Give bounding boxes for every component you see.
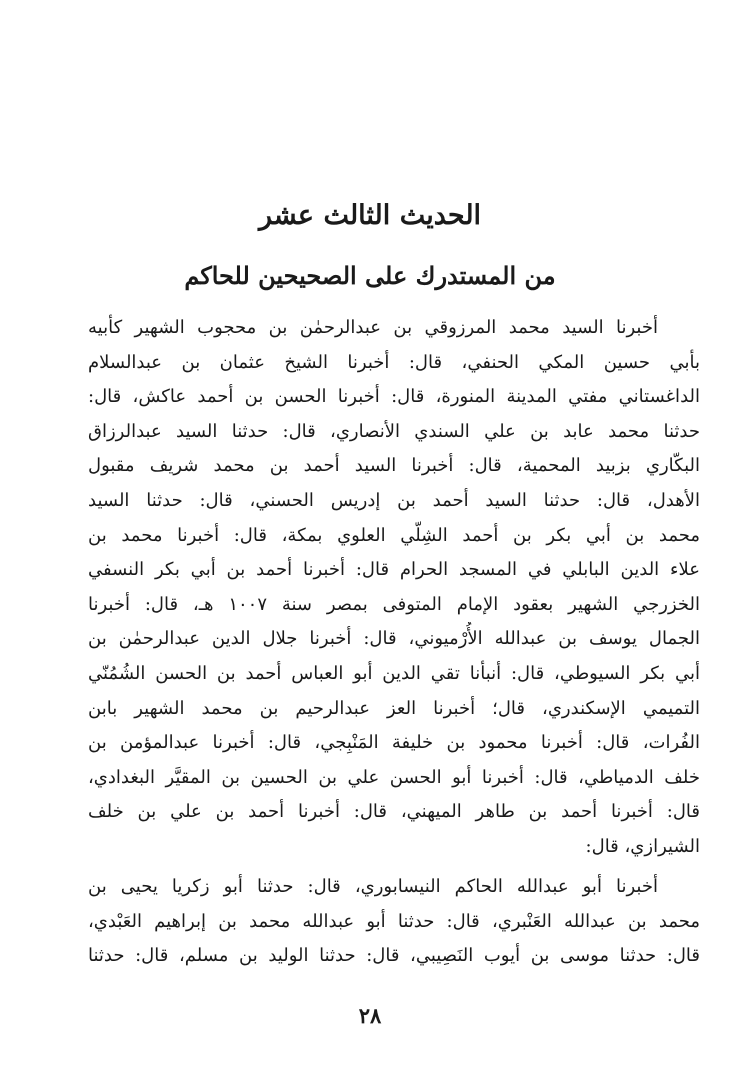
text-line: البكّاري بزبيد المحمية، قال: أخبرنا السيد أحمد بن محمد شريف مقبول — [88, 455, 700, 477]
text-line: الداغستاني مفتي المدينة المنورة، قال: أخبرنا الحسن بن أحمد عاكش، قال: — [88, 386, 700, 408]
page-number: ٢٨ — [358, 1003, 382, 1028]
text-line: قال: أخبرنا أحمد بن طاهر الميهني، قال: أخبرنا أحمد بن علي بن خلف — [88, 801, 700, 823]
text-line: بأبي حسين المكي الحنفي، قال: أخبرنا الشيخ عثمان بن عبدالسلام — [88, 351, 700, 373]
text-line: خلف الدمياطي، قال: أخبرنا أبو الحسن علي بن الحسين بن المقيَّر البغدادي، — [88, 766, 700, 788]
text-line: الخزرجي الشهير بعقود الإمام المتوفى بمصر سنة ١٠٠٧ هـ، قال: أخبرنا — [88, 593, 700, 615]
text-line: أبي بكر السيوطي، قال: أنبأنا تقي الدين أبو العباس أحمد بن الحسن الشُمُنّي — [88, 662, 700, 684]
text-line: الجمال يوسف بن عبدالله الأُرْميوني، قال: أخبرنا جلال الدين عبدالرحمٰن بن — [88, 628, 700, 650]
text-line: أخبرنا السيد محمد المرزوقي بن عبدالرحمٰن بن محجوب الشهير كأبيه — [88, 317, 658, 338]
hadith-title: الحديث الثالث عشر — [258, 200, 482, 231]
text-line: التميمي الإسكندري، قال؛ أخبرنا العز عبدالرحيم بن محمد الشهير بابن — [88, 697, 700, 719]
text-line: محمد بن أبي بكر بن أحمد الشِلّي العلوي بمكة، قال: أخبرنا محمد بن — [88, 524, 700, 546]
hadith-chain-paragraph — [88, 870, 700, 974]
text-line: قال: حدثنا موسى بن أيوب النَصِيبي، قال: حدثنا الوليد بن مسلم، قال: حدثنا — [88, 945, 700, 967]
text-line: أخبرنا أبو عبدالله الحاكم النيسابوري، قال: حدثنا أبو زكريا يحيى بن — [88, 876, 658, 897]
text-line: الشيرازي، قال: — [585, 835, 700, 857]
isnad-paragraph — [88, 311, 700, 865]
text-line: الأهدل، قال: حدثنا السيد أحمد بن إدريس الحسني، قال: حدثنا السيد — [88, 489, 700, 511]
text-line: الفُرات، قال: أخبرنا محمود بن خليفة المَنْبِجي، قال: أخبرنا عبدالمؤمن بن — [88, 732, 700, 754]
text-line: حدثنا محمد عابد بن علي السندي الأنصاري، قال: حدثنا السيد عبدالرزاق — [88, 420, 700, 442]
text-line: علاء الدين البابلي في المسجد الحرام قال: أخبرنا أحمد بن أبي بكر النسفي — [88, 559, 700, 581]
source-subtitle: من المستدرك على الصحيحين للحاكم — [184, 261, 556, 290]
text-line: محمد بن عبدالله العَنْبري، قال: حدثنا أبو عبدالله محمد بن إبراهيم العَبْدي، — [88, 910, 700, 932]
